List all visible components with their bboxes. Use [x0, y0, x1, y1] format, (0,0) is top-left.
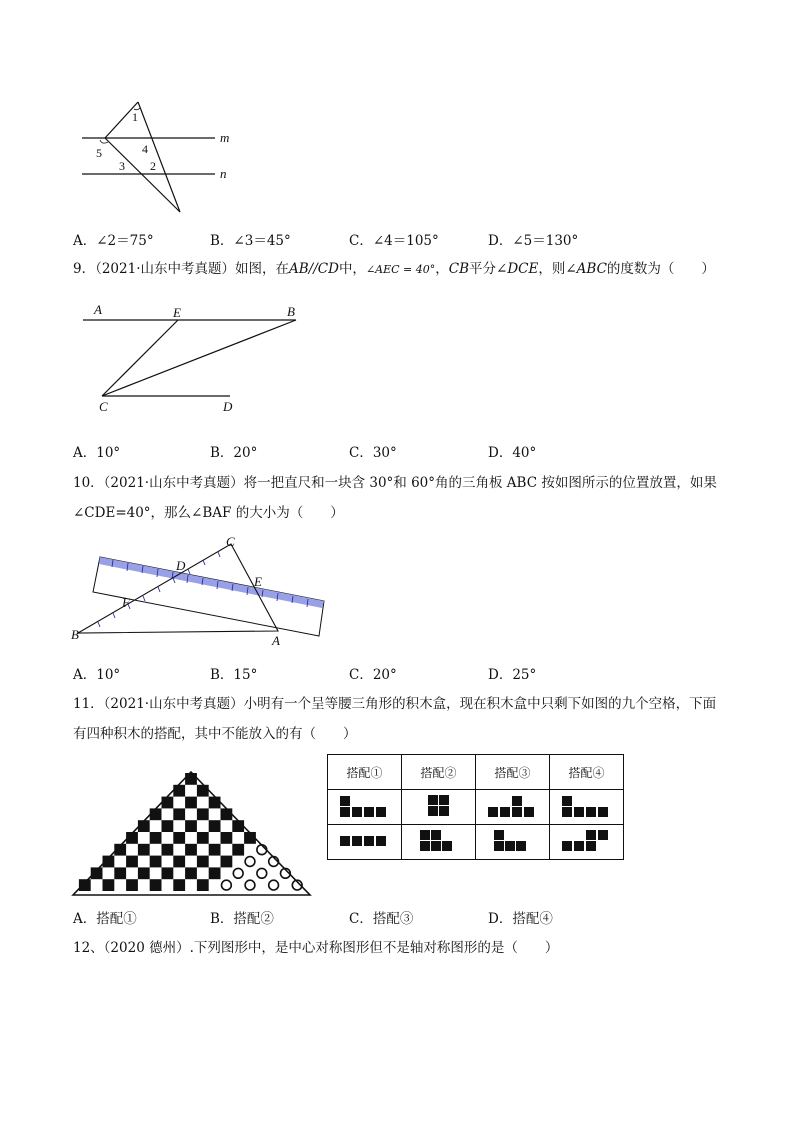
filled-block — [173, 879, 185, 891]
filled-block — [138, 844, 150, 856]
point-c-label: C — [226, 534, 235, 549]
filled-block — [232, 844, 244, 856]
filled-block — [185, 820, 197, 832]
empty-slot — [245, 857, 255, 867]
filled-block — [173, 808, 185, 820]
filled-block — [221, 856, 233, 868]
empty-slot — [257, 868, 267, 878]
q9-text: 如图，在 — [235, 261, 289, 277]
q9-option-b[interactable]: B．20° — [210, 445, 258, 461]
filled-block — [244, 832, 256, 844]
point-d-label: D — [223, 399, 233, 414]
point-b-label: B — [71, 627, 79, 642]
q9-text: ，则 — [538, 261, 566, 277]
q9-cb: CB — [448, 261, 470, 277]
q9-option-c[interactable]: C．30° — [349, 445, 397, 461]
q9-parallel: // — [308, 261, 318, 277]
q9-text: ， — [435, 261, 449, 277]
filled-block — [173, 856, 185, 868]
filled-block — [150, 832, 162, 844]
q8-option-c[interactable]: C．∠4＝105° — [349, 233, 439, 249]
filled-block — [138, 820, 150, 832]
angle-5-label: 5 — [96, 146, 102, 160]
filled-block — [185, 867, 197, 879]
point-b-label: B — [287, 304, 295, 319]
angle-1-label: 1 — [132, 110, 138, 124]
q8-figure — [70, 95, 240, 220]
angle-4-label: 4 — [142, 142, 148, 156]
filled-block — [221, 832, 233, 844]
q11-question-line1: 11．（2021·山东中考真题）小明有一个呈等腰三角形的积木盒，现在积木盒中只剩下如图的九个空格，下面 — [73, 696, 717, 712]
combination-4-header: 搭配④ — [550, 755, 624, 790]
combination-1-piece-a — [328, 790, 402, 825]
point-c-label: C — [99, 399, 108, 414]
point-a-label: A — [272, 633, 280, 648]
filled-block — [185, 844, 197, 856]
q11-question-line2: 有四种积木的搭配，其中不能放入的有（ ） — [73, 726, 357, 742]
combination-3-header: 搭配③ — [476, 755, 550, 790]
q10-option-d[interactable]: D．25° — [488, 667, 537, 683]
q10-question-line2: ∠CDE=40°，那么∠BAF 的大小为（ ） — [73, 505, 344, 521]
filled-block — [173, 832, 185, 844]
q8-option-b[interactable]: B．∠3＝45° — [210, 233, 291, 249]
q9-source: （2021·山东中考真题） — [95, 261, 235, 277]
filled-block — [150, 808, 162, 820]
q9-dce: ∠DCE — [496, 261, 539, 277]
filled-block — [103, 856, 115, 868]
empty-slot — [269, 880, 279, 890]
filled-block — [114, 867, 126, 879]
q10-option-b[interactable]: B．15° — [210, 667, 258, 683]
q9-ab: AB — [289, 261, 309, 277]
q10-figure — [68, 532, 328, 652]
q9-cd: CD — [317, 261, 339, 277]
point-e-label: E — [254, 574, 262, 589]
q12-question: 12、（2020 德州）.下列图形中，是中心对称图形但不是轴对称图形的是（ ） — [73, 940, 559, 956]
filled-block — [197, 808, 209, 820]
empty-slot — [233, 868, 243, 878]
q9-text: 中， — [338, 261, 366, 277]
combination-4-piece-a — [550, 790, 624, 825]
q8-option-d[interactable]: D．∠5＝130° — [488, 233, 579, 249]
point-d-label: D — [176, 558, 186, 573]
filled-block — [173, 785, 185, 797]
line-m-label: m — [220, 130, 230, 145]
filled-block — [162, 867, 174, 879]
filled-block — [197, 856, 209, 868]
combination-1-piece-b — [328, 825, 402, 860]
q9-option-a[interactable]: A．10° — [73, 445, 121, 461]
combination-2-piece-b — [402, 825, 476, 860]
point-e-label: E — [173, 305, 181, 320]
q9-text: 平分 — [469, 261, 497, 277]
filled-block — [197, 832, 209, 844]
filled-block — [209, 820, 221, 832]
q9-question — [73, 259, 715, 280]
combination-3-piece-a — [476, 790, 550, 825]
filled-block — [162, 797, 174, 809]
checkerboard-triangle — [70, 768, 315, 898]
q9-condition: ∠AEC = 40° — [365, 263, 436, 276]
combination-2-header: 搭配② — [402, 755, 476, 790]
q10-option-c[interactable]: C．20° — [349, 667, 397, 683]
combination-3-piece-b — [476, 825, 550, 860]
filled-block — [126, 856, 138, 868]
filled-block — [126, 879, 138, 891]
q8-option-a[interactable]: A．∠2＝75° — [73, 233, 154, 249]
empty-slot — [222, 880, 232, 890]
combination-1-header: 搭配① — [328, 755, 402, 790]
q9-text: 的度数为（ ） — [606, 261, 715, 277]
filled-block — [185, 773, 197, 785]
filled-block — [197, 785, 209, 797]
q9-abc: ∠ABC — [565, 261, 607, 277]
filled-block — [79, 879, 91, 891]
q9-figure — [80, 300, 310, 420]
filled-block — [91, 867, 103, 879]
ruler-triangle-diagram — [68, 532, 328, 652]
q11-triangle-box-figure — [70, 768, 315, 898]
q11-option-c[interactable]: C．搭配③ — [349, 911, 414, 927]
point-f-label: F — [122, 595, 130, 610]
filled-block — [162, 844, 174, 856]
angle-3-label: 3 — [119, 159, 125, 173]
combination-4-piece-b — [550, 825, 624, 860]
filled-block — [232, 820, 244, 832]
filled-block — [126, 832, 138, 844]
line-n-label: n — [220, 166, 227, 181]
combination-2-piece-a — [402, 790, 476, 825]
filled-block — [209, 797, 221, 809]
filled-block — [103, 879, 115, 891]
q11-option-d[interactable]: D．搭配④ — [488, 911, 553, 927]
point-a-label: A — [94, 302, 102, 317]
q10-question-line1: 10．（2021·山东中考真题）将一把直尺和一块含 30°和 60°角的三角板 ABC 按如图所示的位置放置，如果 — [73, 475, 717, 491]
filled-block — [197, 879, 209, 891]
filled-block — [138, 867, 150, 879]
angle-2-label: 2 — [150, 159, 156, 173]
filled-block — [209, 867, 221, 879]
q9-number: 9． — [73, 261, 96, 277]
q9-option-d[interactable]: D．40° — [488, 445, 537, 461]
q11-option-a[interactable]: A．搭配① — [73, 911, 137, 927]
matching-table — [327, 754, 624, 860]
filled-block — [150, 856, 162, 868]
empty-slot — [245, 880, 255, 890]
filled-block — [114, 844, 126, 856]
q11-option-b[interactable]: B．搭配② — [210, 911, 274, 927]
block-combinations-table — [327, 754, 624, 860]
filled-block — [221, 808, 233, 820]
filled-block — [209, 844, 221, 856]
filled-block — [150, 879, 162, 891]
filled-block — [162, 820, 174, 832]
q10-option-a[interactable]: A．10° — [73, 667, 121, 683]
filled-block — [185, 797, 197, 809]
q9-diagram — [80, 300, 310, 420]
